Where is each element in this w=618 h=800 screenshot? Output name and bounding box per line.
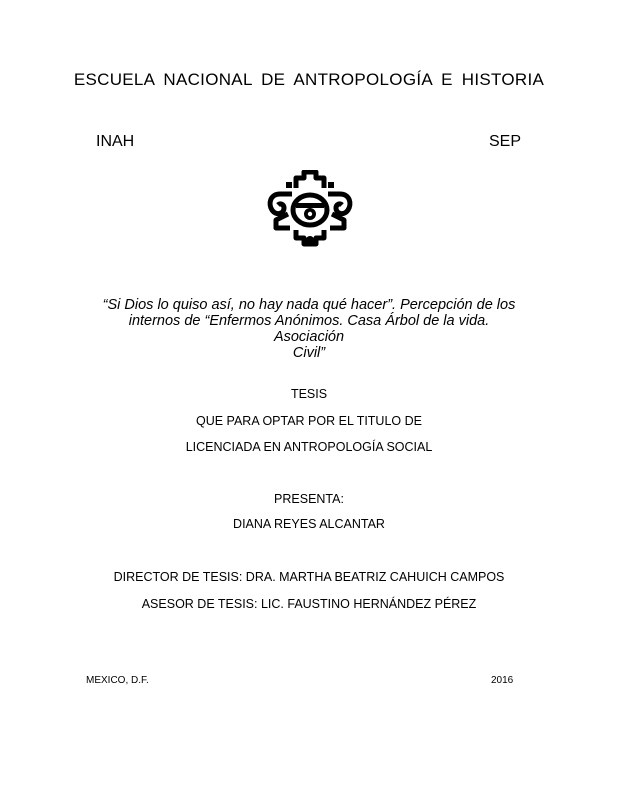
document-type: TESIS bbox=[290, 387, 328, 401]
sep-label: SEP bbox=[489, 133, 522, 150]
degree-name: LICENCIADA EN ANTROPOLOGÍA SOCIAL bbox=[185, 440, 433, 454]
degree-purpose: QUE PARA OPTAR POR EL TITULO DE bbox=[196, 414, 422, 428]
thesis-title-line: internos de “Enfermos Anónimos. Casa Árbol de la vida. Asociación bbox=[128, 313, 490, 345]
inah-label: INAH bbox=[96, 133, 135, 150]
thesis-title-line: “Si Dios lo quiso así, no hay nada qué hacer”. Percepción de los bbox=[102, 297, 516, 313]
presents-label: PRESENTA: bbox=[274, 492, 344, 506]
thesis-advisor: ASESOR DE TESIS: LIC. FAUSTINO HERNÁNDEZ PÉREZ bbox=[141, 597, 477, 611]
institutional-emblem-icon bbox=[266, 170, 354, 252]
year-label: 2016 bbox=[491, 675, 514, 686]
thesis-title-line: Civil” bbox=[292, 345, 326, 361]
thesis-title bbox=[92, 297, 526, 361]
author-name: DIANA REYES ALCANTAR bbox=[233, 517, 385, 531]
place-label: MEXICO, D.F. bbox=[86, 675, 149, 686]
thesis-director: DIRECTOR DE TESIS: DRA. MARTHA BEATRIZ CAHUICH CAMPOS bbox=[113, 570, 505, 584]
institution-title: ESCUELA NACIONAL DE ANTROPOLOGÍA E HISTORIA bbox=[73, 70, 545, 89]
